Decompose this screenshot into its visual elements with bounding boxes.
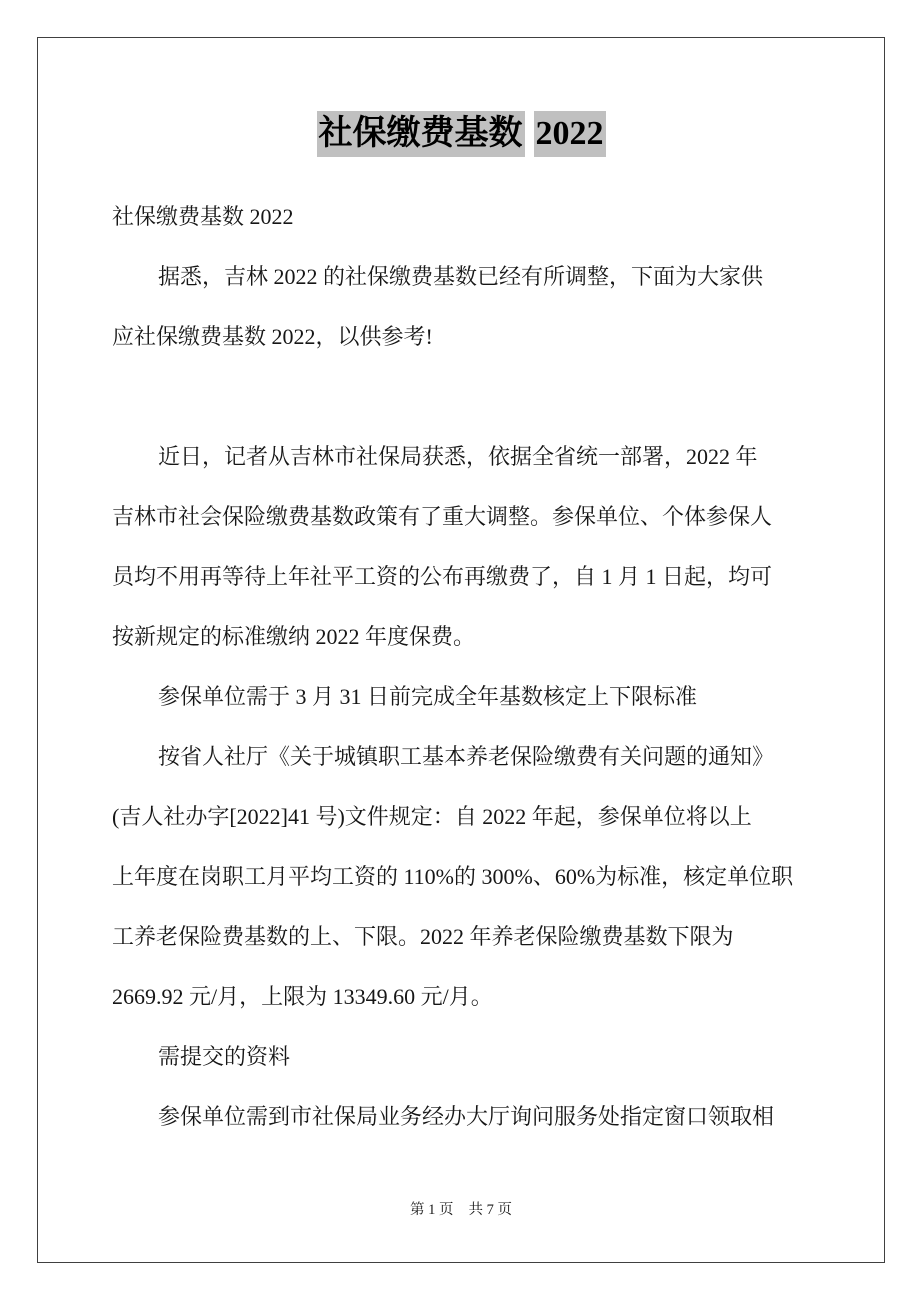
text-line: 社保缴费基数 2022: [112, 204, 294, 229]
text-line: 参保单位需于 3 月 31 日前完成全年基数核定上下限标准: [158, 684, 698, 709]
text-line: 按省人社厅《关于城镇职工基本养老保险缴费有关问题的通知》: [158, 744, 775, 769]
text-line: 需提交的资料: [158, 1044, 291, 1069]
text-line: (吉人社办字[2022]41 号)文件规定：自 2022 年起，参保单位将以上: [112, 804, 752, 829]
text-line: 员均不用再等待上年社平工资的公布再缴费了，自 1 月 1 日起，均可: [112, 564, 773, 589]
text-line: 按新规定的标准缴纳 2022 年度保费。: [112, 624, 476, 649]
page-number: 第 1 页: [410, 1202, 454, 1218]
text-line: 应社保缴费基数 2022，以供参考!: [112, 324, 433, 349]
text-line: 吉林市社会保险缴费基数政策有了重大调整。参保单位、个体参保人: [112, 504, 773, 529]
text-line: 参保单位需到市社保局业务经办大厅询问服务处指定窗口领取相: [158, 1104, 775, 1129]
document-title-highlight-main: 社保缴费基数: [317, 111, 525, 157]
text-line: 近日，记者从吉林市社保局获悉，依据全省统一部署，2022 年: [158, 444, 758, 469]
text-line: 上年度在岗职工月平均工资的 110%的 300%、60%为标准，核定单位职: [112, 864, 794, 889]
document-title-highlight-year: 2022: [534, 111, 606, 157]
text-line: 工养老保险费基数的上、下限。2022 年养老保险缴费基数下限为: [112, 924, 734, 949]
document-title: [37, 111, 885, 157]
empty-line: [112, 367, 822, 427]
document-body: [112, 187, 822, 1147]
page-count: 共 7 页: [468, 1202, 512, 1218]
text-line: 据悉，吉林 2022 的社保缴费基数已经有所调整，下面为大家供: [158, 264, 764, 289]
text-line: 2669.92 元/月，上限为 13349.60 元/月。: [112, 984, 493, 1009]
page-footer: [37, 1198, 885, 1222]
